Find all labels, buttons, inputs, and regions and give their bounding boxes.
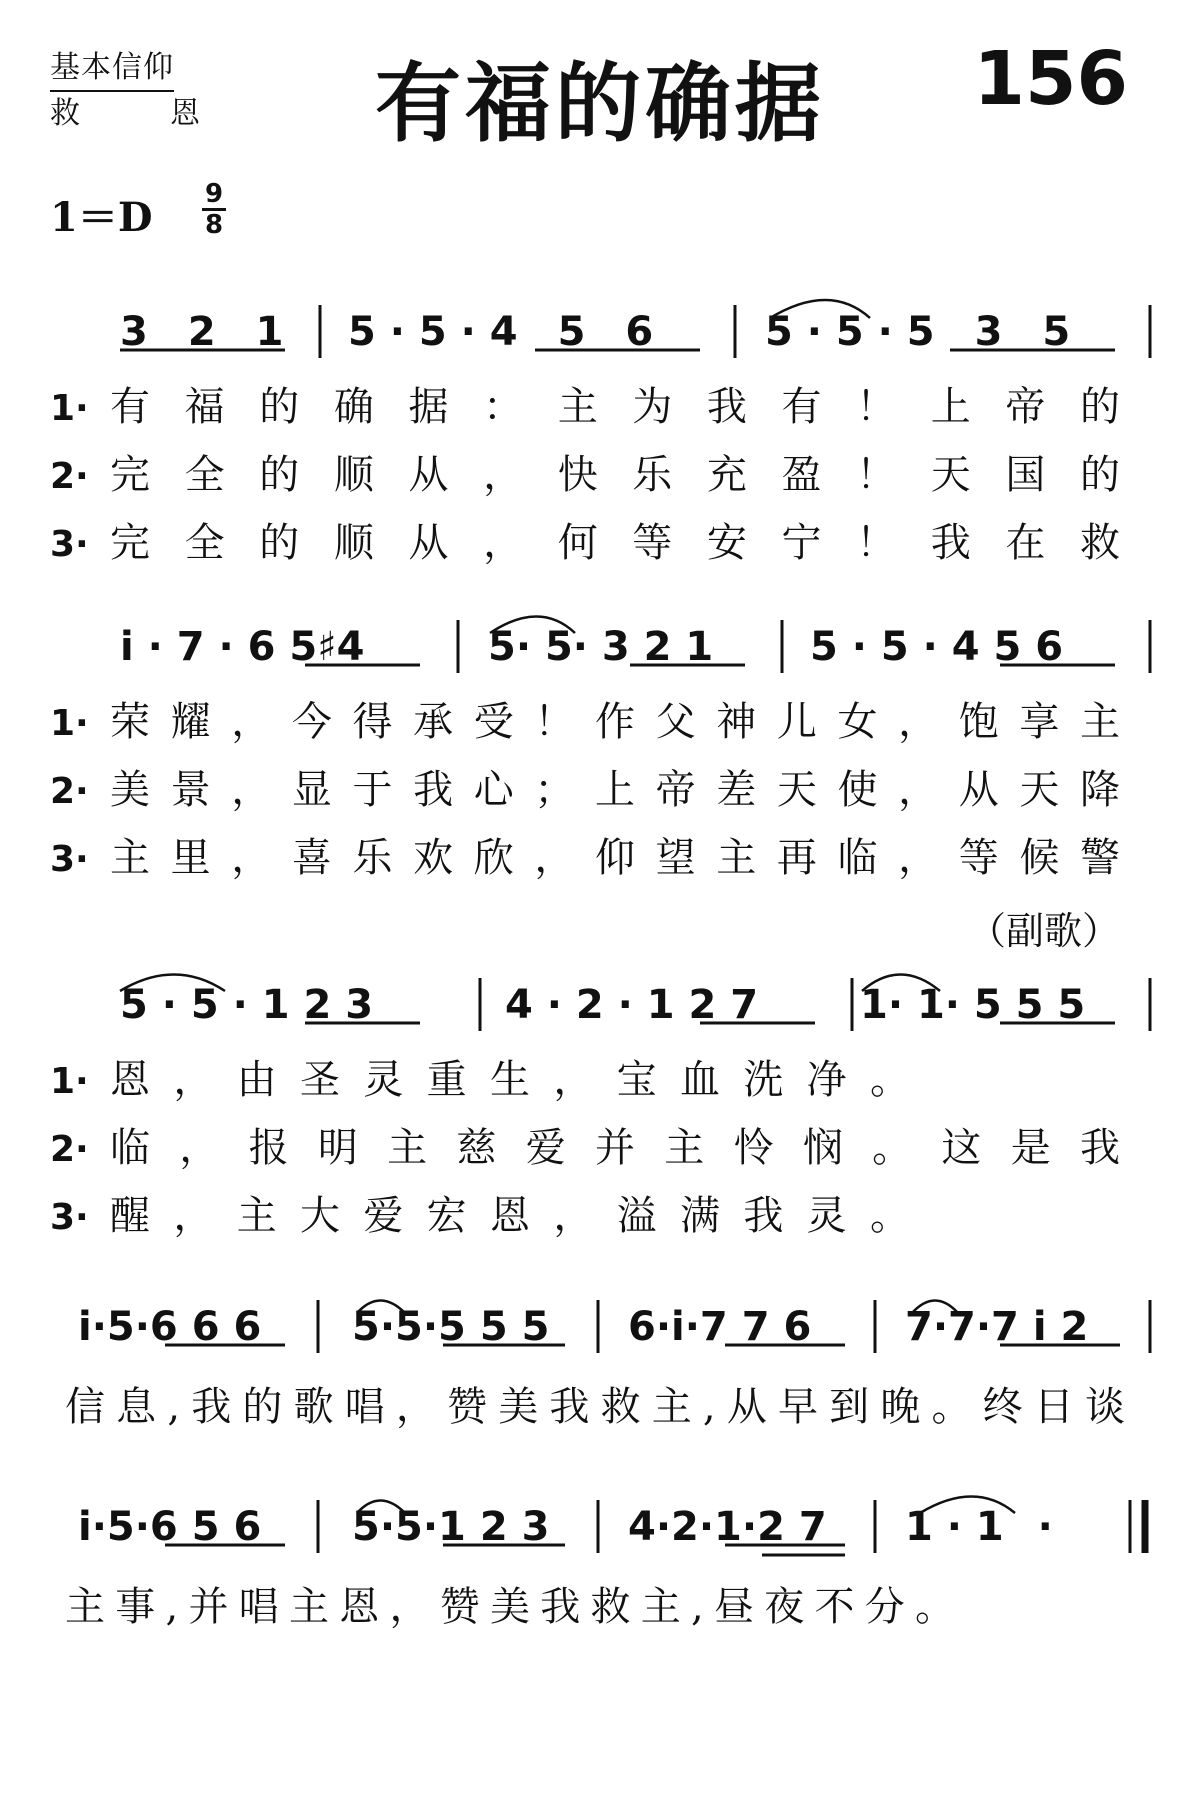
- notes-s1-m3: 5 · 5 · 5 3 5: [765, 309, 1071, 355]
- key-signature: 1＝D: [50, 194, 153, 241]
- hymn-title: 有福的确据: [375, 54, 825, 154]
- lyric-v1-line1: 有福的确据：主为我有！上帝的: [110, 384, 1120, 430]
- notes-s3-m1: 5 · 5 · 1 2 3: [120, 982, 374, 1028]
- notes-s2-m3: 5 · 5 · 4 5 6: [810, 624, 1064, 670]
- notes-s5-m3: 4·2·1·2 7: [628, 1504, 827, 1550]
- notes-s3-m3: 1· 1· 5 5 5: [860, 982, 1086, 1028]
- verse-no-1b: 1·: [50, 703, 89, 744]
- category-secondary-a: 救: [50, 96, 80, 131]
- notes-s2-m2: 5· 5· 3 2 1: [488, 624, 714, 670]
- verse-no-2a: 2·: [50, 456, 89, 497]
- lyric-v2-line3: 临，报明主慈爱并主怜悯。这是我: [110, 1125, 1120, 1171]
- notes-s4-m4: 7·7·7 i 2: [905, 1304, 1089, 1350]
- hymn-number: 156: [973, 36, 1128, 122]
- notes-s4-m1: i·5·6 6 6: [78, 1304, 262, 1350]
- notes-s2-m1: i · 7 · 6 5♯4: [120, 624, 365, 670]
- lyric-v1-line3: 恩，由圣灵重生，宝血洗净。: [110, 1057, 910, 1103]
- verse-numbers: [50, 388, 89, 1238]
- lyric-v3-line2: 主里，喜乐欢欣，仰望主再临，等候警: [110, 835, 1120, 881]
- notes-s4-m2: 5·5·5 5 5: [352, 1304, 550, 1350]
- category-secondary-b: 恩: [170, 96, 200, 131]
- verse-no-3b: 3·: [50, 839, 89, 880]
- category-primary: 基本信仰: [50, 48, 174, 92]
- lyric-v3-line3: 醒，主大爱宏恩，溢满我灵。: [110, 1193, 910, 1239]
- notes-s4-m3: 6·i·7 7 6: [628, 1304, 812, 1350]
- notes-s1-m2: 5 · 5 · 4 5 6: [348, 309, 654, 355]
- lyric-v2-line1: 完全的顺从，快乐充盈！天国的: [110, 452, 1120, 498]
- notes-s5-m1: i·5·6 5 6: [78, 1504, 262, 1550]
- time-signature-numerator: 9: [204, 179, 224, 209]
- verse-no-3c: 3·: [50, 1197, 89, 1238]
- verse-no-1c: 1·: [50, 1061, 89, 1102]
- notes-s3-m2: 4 · 2 · 1 2 7: [505, 982, 759, 1028]
- lyric-v3-line1: 完全的顺从，何等安宁！我在救: [110, 520, 1120, 566]
- chorus-lyric-line1: 信息,我的歌唱，赞美我救主,从早到晚。终日谈: [65, 1384, 1125, 1430]
- notes-s1-m1: 3 2 1: [120, 309, 284, 355]
- lyric-v2-line2: 美景，显于我心；上帝差天使，从天降: [110, 767, 1120, 813]
- chorus-label: （副歌）: [967, 909, 1120, 953]
- notes-s5-m4: 1 · 1 ·: [905, 1504, 1053, 1550]
- verse-no-2c: 2·: [50, 1129, 89, 1170]
- chorus-lyric-line2: 主事,并唱主恩，赞美我救主,昼夜不分。: [65, 1584, 955, 1630]
- notes-s5-m2: 5·5·1 2 3: [352, 1504, 550, 1550]
- verse-no-3a: 3·: [50, 524, 89, 565]
- verse-no-2b: 2·: [50, 771, 89, 812]
- time-signature-denominator: 8: [202, 208, 226, 239]
- lyric-v1-line2: 荣耀，今得承受！作父神儿女，饱享主: [110, 699, 1120, 745]
- verse-no-1a: 1·: [50, 388, 89, 429]
